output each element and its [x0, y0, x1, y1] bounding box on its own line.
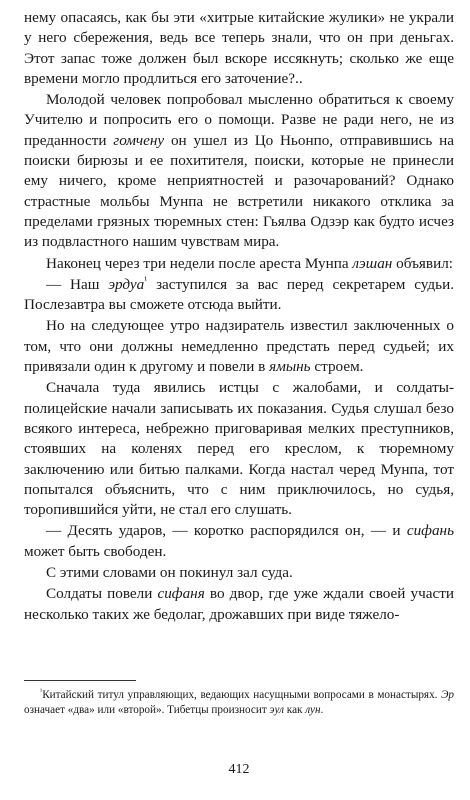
text-segment: строем.	[310, 358, 364, 376]
text-segment: как	[284, 704, 306, 716]
text-segment: означает «два» или «второй». Тибетцы произносит	[24, 704, 270, 716]
text-segment: он ушел из Цо Ньонпо, отправившись на поиски бирюзы и ее похитителя, поиски, которые не принесли ему ничего, кроме неприятностей и разочарований? Однако страстные мольбы Мунпа не встретили никакого отклика за пределами грязных тюремных стен: Гьялва Одзэр как будто исчез из подвластного нашим чувствам мира.	[24, 131, 454, 251]
text-segment: Но на следующее утро надзиратель известил заключенных о том, что они должны немедленно предстать перед судьей; их привязали один к другому и повели в	[24, 317, 454, 376]
italic-term: лэшан	[352, 254, 393, 272]
footnote	[24, 688, 454, 718]
paragraph	[24, 584, 454, 625]
italic-term: ямынь	[269, 358, 311, 376]
paragraph	[24, 521, 454, 562]
text-segment: может быть свободен.	[24, 542, 167, 560]
text-segment: — Десять ударов, — коротко распорядился он, — и	[46, 522, 407, 540]
italic-term: сифань	[406, 522, 454, 540]
paragraph	[24, 378, 454, 520]
paragraph	[24, 90, 454, 252]
paragraph	[24, 254, 454, 274]
paragraph	[24, 8, 454, 89]
italic-term: сифаня	[157, 585, 205, 603]
text-segment: во двор, где уже ждали своей участи несколько таких же бедолаг, дрожавших при виде тяжело-	[24, 585, 454, 623]
footnote-marker: ¹	[144, 274, 148, 286]
text-segment: — Наш	[46, 275, 109, 293]
text-segment: Наконец через три недели после ареста Мунпа	[46, 254, 353, 272]
italic-term: лун	[305, 704, 321, 716]
italic-term: Эр	[441, 689, 454, 701]
text-segment: заступился за вас перед секретарем судьи. Послезавтра вы сможете отсюда выйти.	[24, 275, 454, 314]
text-segment: .	[320, 704, 324, 716]
main-text	[24, 8, 454, 625]
footnote-marker: ¹	[40, 687, 43, 696]
text-segment: Китайский титул управляющих, ведающих насущными вопросами в монастырях.	[42, 689, 442, 701]
book-page	[24, 0, 454, 800]
italic-term: эул	[269, 704, 284, 716]
text-segment: нему опасаясь, как бы эти «хитрые китайские жулики» не украли у него сбережения, ведь все теперь знали, что он при деньгах. Этот запас тоже должен был вскоре иссякнуть; сколько же еще времени могло продлиться его заточение?..	[24, 9, 454, 87]
text-segment: Солдаты повели	[46, 585, 158, 603]
paragraph	[24, 275, 454, 316]
page-number: 412	[228, 762, 250, 777]
text-segment: объявил:	[392, 254, 454, 272]
text-segment: Сначала туда явились истцы с жалобами, и солдаты-полицейские начали записывать их показания. Судья слушал безо всякого интереса, небрежно приговаривая мелких преступников, стоявших на коленях перед его креслом, к тюремному заключению или битью палками. Когда настал черед Мунпа, тот попытался объяснить, что с ним приключилось, но судья, торопившийся уйти, не стал его слушать.	[24, 379, 454, 519]
italic-term: эрдуа	[108, 275, 145, 293]
italic-term: гомчену	[113, 131, 165, 149]
paragraph	[24, 316, 454, 377]
text-segment: С этими словами он покинул зал суда.	[46, 564, 293, 582]
footnote-rule	[24, 680, 136, 681]
text-segment: Молодой человек попробовал мысленно обратиться к своему Учителю и попросить его о помощи. Разве не ради него, не из преданности	[24, 91, 454, 149]
paragraph	[24, 563, 454, 583]
